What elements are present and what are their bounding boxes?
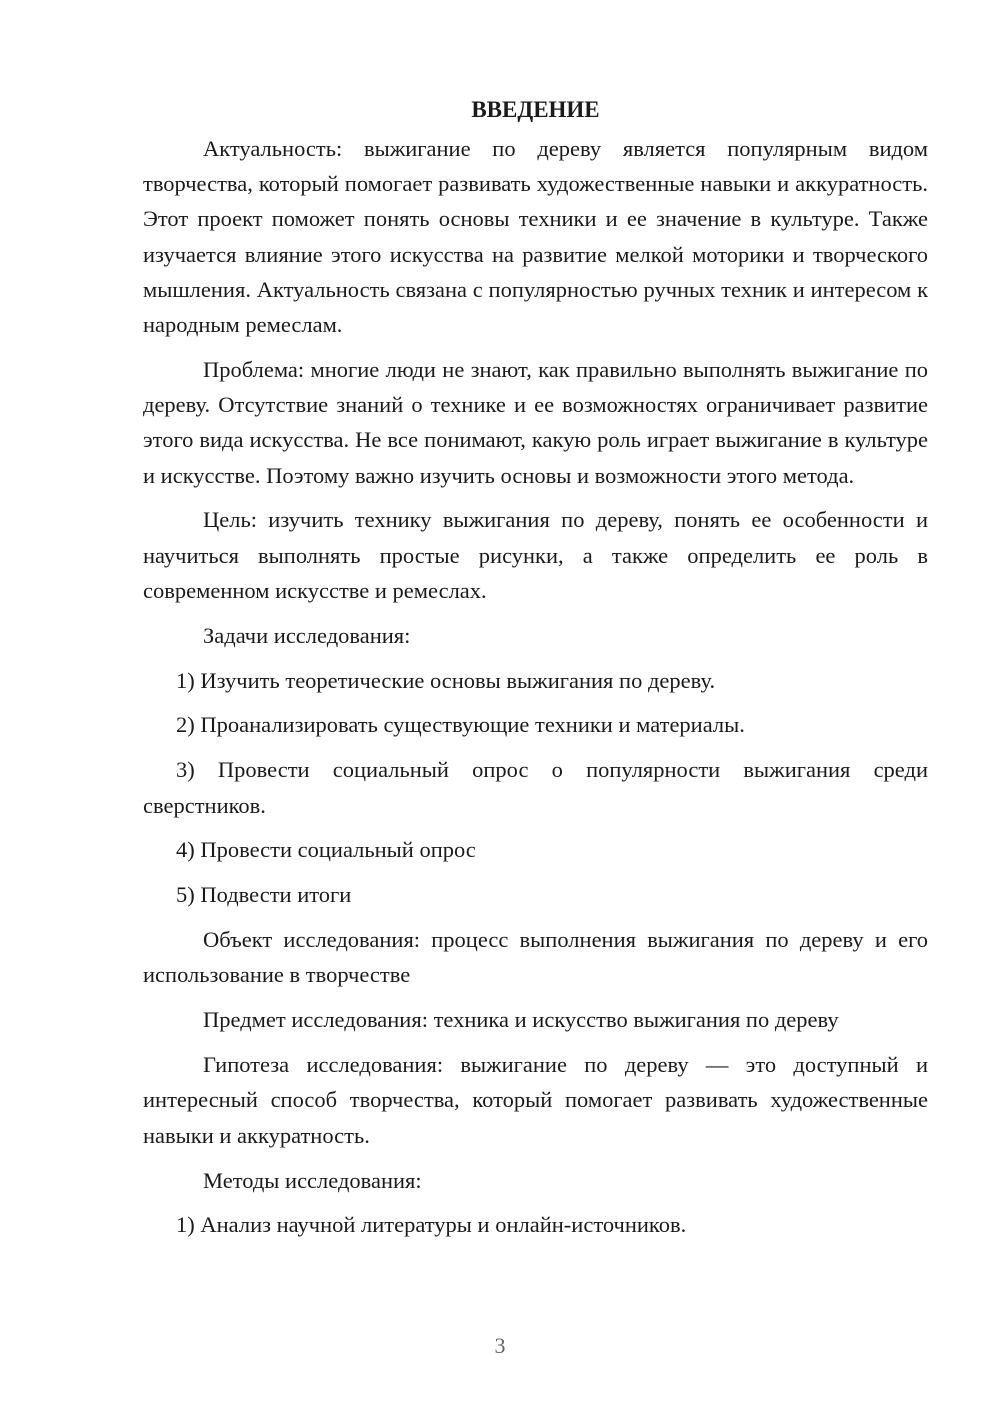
- paragraph-tasks-heading: Задачи исследования:: [203, 622, 411, 648]
- document-page: [143, 92, 928, 1252]
- paragraph-hypothesis: Гипотеза исследования: выжигание по дереву — это доступный и интересный способ творчества, который помогает развивать художественные навыки и аккуратность.: [143, 1052, 928, 1148]
- paragraph-methods-heading: Методы исследования:: [203, 1167, 422, 1193]
- paragraph-goal: Цель: изучить технику выжигания по дереву, понять ее особенности и научиться выполнять простые рисунки, а также определить ее роль в современном искусстве и ремеслах.: [143, 507, 928, 603]
- method-item-1: 1) Анализ научной литературы и онлайн-источников.: [176, 1212, 687, 1238]
- paragraph-object: Объект исследования: процесс выполнения выжигания по дереву и его использование в творчестве: [143, 927, 928, 988]
- paragraph-subject: Предмет исследования: техника и искусство выжигания по дереву: [203, 1007, 839, 1033]
- task-item-4: 4) Провести социальный опрос: [176, 837, 476, 863]
- task-item-1: 1) Изучить теоретические основы выжигания по дереву.: [176, 667, 716, 693]
- paragraph-problem: Проблема: многие люди не знают, как правильно выполнять выжигание по дереву. Отсутствие знаний о технике и ее возможностях ограничивает развитие этого вида искусства. Не все понимают, какую роль играет выжигание в культуре и искусстве. Поэтому важно изучить основы и возможности этого метода.: [143, 356, 928, 488]
- task-item-2: 2) Проанализировать существующие техники и материалы.: [176, 712, 745, 738]
- task-item-5: 5) Подвести итоги: [176, 882, 352, 908]
- section-title: ВВЕДЕНИЕ: [471, 97, 600, 122]
- paragraph-relevance: Актуальность: выжигание по дереву является популярным видом творчества, который помогает развивать художественные навыки и аккуратность. Этот проект поможет понять основы техники и ее значение в культуре. Также изучается влияние этого искусства на развитие мелкой моторики и творческого мышления. Актуальность связана с популярностью ручных техник и интересом к народным ремеслам.: [143, 136, 928, 338]
- task-item-3: 3) Провести социальный опрос о популярности выжигания среди сверстников.: [143, 757, 928, 818]
- page-number: 3: [494, 1333, 506, 1358]
